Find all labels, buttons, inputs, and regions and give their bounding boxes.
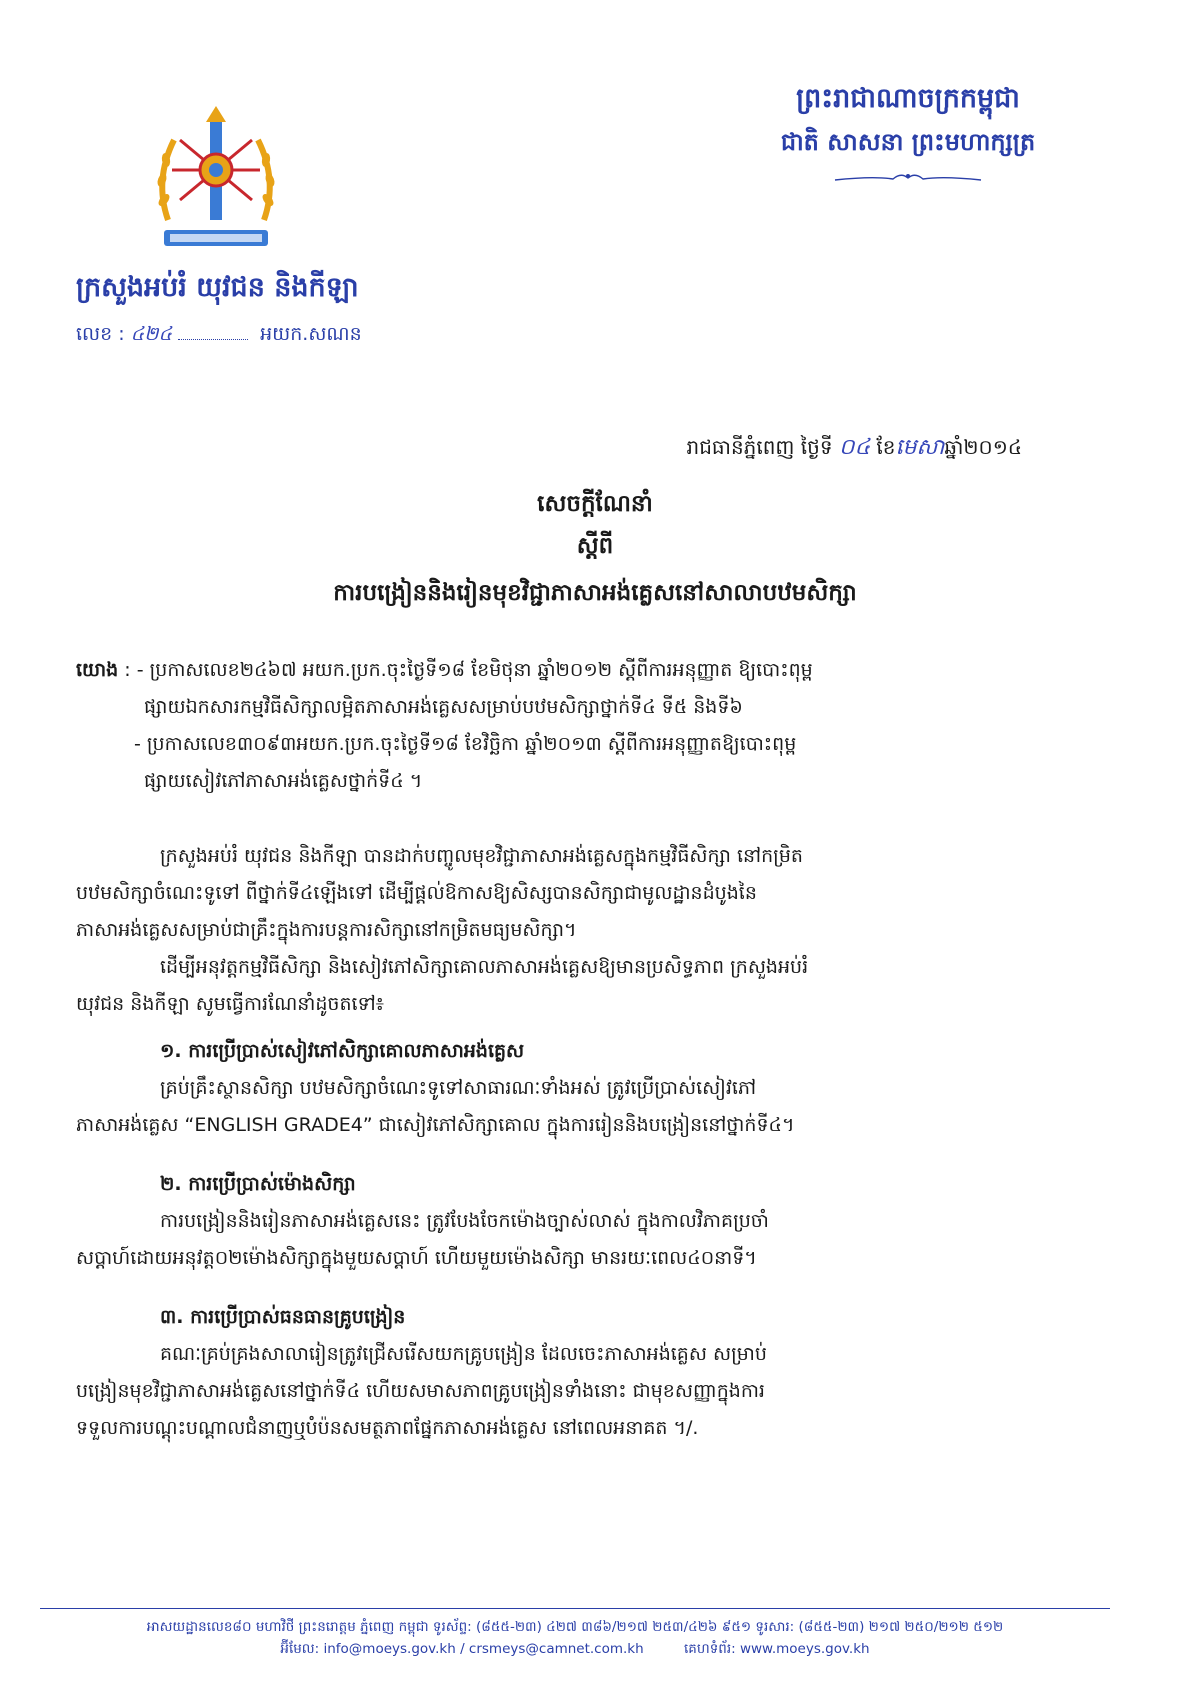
date-day-handwritten: ០៤	[838, 435, 871, 460]
date-month-handwritten: មេសា	[895, 435, 945, 460]
reference-2-line2: ផ្សាយសៀវភៅភាសាអង់គ្លេសថ្នាក់ទី៤ ។	[144, 770, 423, 792]
para1-line3: ភាសាអង់គ្លេសសម្រាប់ជាគ្រឹះក្នុងការបន្តការសិក្សានៅកម្រិតមធ្យមសិក្សា។	[76, 919, 577, 941]
para2-line1: ដើម្បីអនុវត្តកម្មវិធីសិក្សា និងសៀវភៅសិក្សាគោលភាសាអង់គ្លេសឱ្យមានប្រសិទ្ធភាព ក្រសួងអប់រំ	[160, 956, 809, 978]
section-3-line1: គណៈគ្រប់គ្រងសាលារៀនត្រូវជ្រើសរើសយកគ្រូបង្រៀន ដែលចេះភាសាអង់គ្លេស សម្រាប់	[160, 1343, 767, 1365]
footer-contact	[40, 1616, 1110, 1660]
reference-1	[76, 652, 1096, 689]
ministry-emblem-icon	[150, 100, 282, 262]
section-1-line1: គ្រប់គ្រឹះស្ថានសិក្សា បឋមសិក្សាចំណេះទូទៅសាធារណៈទាំងអស់ ត្រូវប្រើប្រាស់សៀវភៅ	[160, 1077, 757, 1099]
spacer	[76, 1144, 1106, 1156]
date-prefix: រាជធានីភ្នំពេញ ថ្ងៃទី	[686, 435, 833, 459]
footer-website: គេហទំព័រ: www.moeys.gov.kh	[683, 1641, 870, 1657]
date-month-label: ខែ	[876, 435, 896, 459]
section-3-line3: ទទួលការបណ្តុះបណ្តាលជំនាញឬបំប៉នសមត្ថភាពផ្នែកភាសាអង់គ្លេស នៅពេលអនាគត ។/.	[76, 1417, 699, 1439]
section-3-heading: ៣. ការប្រើប្រាស់ធនធានគ្រូបង្រៀន	[160, 1306, 406, 1328]
para1-line1: ក្រសួងអប់រំ យុវជន និងកីឡា បានដាក់បញ្ចូលមុខវិជ្ជាភាសាអង់គ្លេសក្នុងកម្មវិធីសិក្សា នៅកម្រិត	[160, 845, 803, 867]
ministry-name: ក្រសួងអប់រំ យុវជន និងកីឡា	[76, 272, 359, 303]
spacer	[76, 1277, 1106, 1289]
reference-1-line2: ផ្សាយឯកសារកម្មវិធីសិក្សាលម្អិតភាសាអង់គ្លេសសម្រាប់បឋមសិក្សាថ្នាក់ទី៤ ទី៥ និងទី៦	[144, 696, 743, 718]
footer-email: អ៊ីមែល: info@moeys.gov.kh / crsmeys@camnet.com.kh	[280, 1641, 644, 1657]
flourish-ornament	[833, 170, 983, 186]
section-1-heading: ១. ការប្រើប្រាស់សៀវភៅសិក្សាគោលភាសាអង់គ្លេស	[160, 1040, 525, 1062]
reference-2-line1: - ប្រកាសលេខ៣០៩៣អយក.ប្រក.ចុះថ្ងៃទី១៨ ខែវិច្ឆិកា ឆ្នាំ២០១៣ ស្តីពីការអនុញ្ញាតឱ្យបោះពុម្ព	[134, 733, 797, 755]
section-2-line1: ការបង្រៀននិងរៀនភាសាអង់គ្លេសនេះ ត្រូវបែងចែកម៉ោងច្បាស់លាស់ ក្នុងកាលវិភាគប្រចាំ	[160, 1210, 769, 1232]
ref-code: អយក.សណន	[260, 323, 362, 345]
document-subtitle: ស្តីពី	[576, 532, 614, 559]
dotted-line	[178, 339, 248, 340]
section-2-line2: សប្តាហ៍ដោយអនុវត្ត០២ម៉ោងសិក្សាក្នុងមួយសប្តាហ៍ ហើយមួយម៉ោងសិក្សា មានរយៈពេល៤០នាទី។	[76, 1247, 757, 1269]
document-topic: ការបង្រៀននិងរៀនមុខវិជ្ជាភាសាអង់គ្លេសនៅសាលាបឋមសិក្សា	[333, 579, 857, 606]
ref-number-handwritten: ៤២៤	[130, 323, 172, 345]
date-year: ឆ្នាំ២០១៤	[944, 435, 1022, 459]
para2-line2: យុវជន និងកីឡា សូមធ្វើការណែនាំដូចតទៅ៖	[76, 993, 385, 1015]
references-sep: :	[118, 659, 131, 681]
footer-address: អាសយដ្ឋានលេខ៨០ មហាវិថី ព្រះនរោត្តម ភ្នំពេញ កម្ពុជា ទូរស័ព្ទ: (៨៥៥-២៣) ៤២៧ ៣៨៦/២១៧ ២៥៣/៤២៦ ៩៥១ ទូរសារ: (៨៥៥-២៣) ២១៧ ២៥០/២១២ ៥១២	[146, 1619, 1004, 1635]
section-1-line2: ភាសាអង់គ្លេស “ENGLISH GRADE4” ជាសៀវភៅសិក្សាគោល ក្នុងការរៀននិងបង្រៀននៅថ្នាក់ទី៤។	[76, 1114, 795, 1136]
para1-line2: បឋមសិក្សាចំណេះទូទៅ ពីថ្នាក់ទី៤ឡើងទៅ ដើម្បីផ្តល់ឱកាសឱ្យសិស្សបានសិក្សាជាមូលដ្ឋានដំបូងនៃ	[76, 882, 757, 904]
document-body	[76, 838, 1106, 1447]
section-2-heading: ២. ការប្រើប្រាស់ម៉ោងសិក្សា	[160, 1173, 356, 1195]
kingdom-line2: ជាតិ សាសនា ព្រះមហាក្សត្រ	[780, 127, 1036, 156]
kingdom-line1: ព្រះរាជាណាចក្រកម្ពុជា	[796, 83, 1020, 114]
footer-contact-line	[40, 1638, 1110, 1660]
reference-1-line1: - ប្រកាសលេខ២៤៦៧ អយក.ប្រក.ចុះថ្ងៃទី១៨ ខែមិថុនា ឆ្នាំ២០១២ ស្តីពីការអនុញ្ញាត ឱ្យបោះពុម្ព	[130, 659, 813, 681]
references-lead: យោង	[76, 659, 119, 681]
section-3-line2: បង្រៀនមុខវិជ្ជាភាសាអង់គ្លេសនៅថ្នាក់ទី៤ ហើយសមាសភាពគ្រូបង្រៀនទាំងនោះ ជាមុខសញ្ញាក្នុងការ	[76, 1380, 765, 1402]
references-block	[76, 652, 1096, 800]
footer-divider	[40, 1608, 1110, 1609]
document-title: សេចក្តីណែនាំ	[537, 490, 653, 517]
date-line	[687, 430, 1022, 465]
ref-label: លេខ :	[76, 323, 125, 345]
document-titles	[0, 484, 1190, 618]
kingdom-motto	[738, 78, 1078, 190]
reference-number	[76, 318, 362, 350]
